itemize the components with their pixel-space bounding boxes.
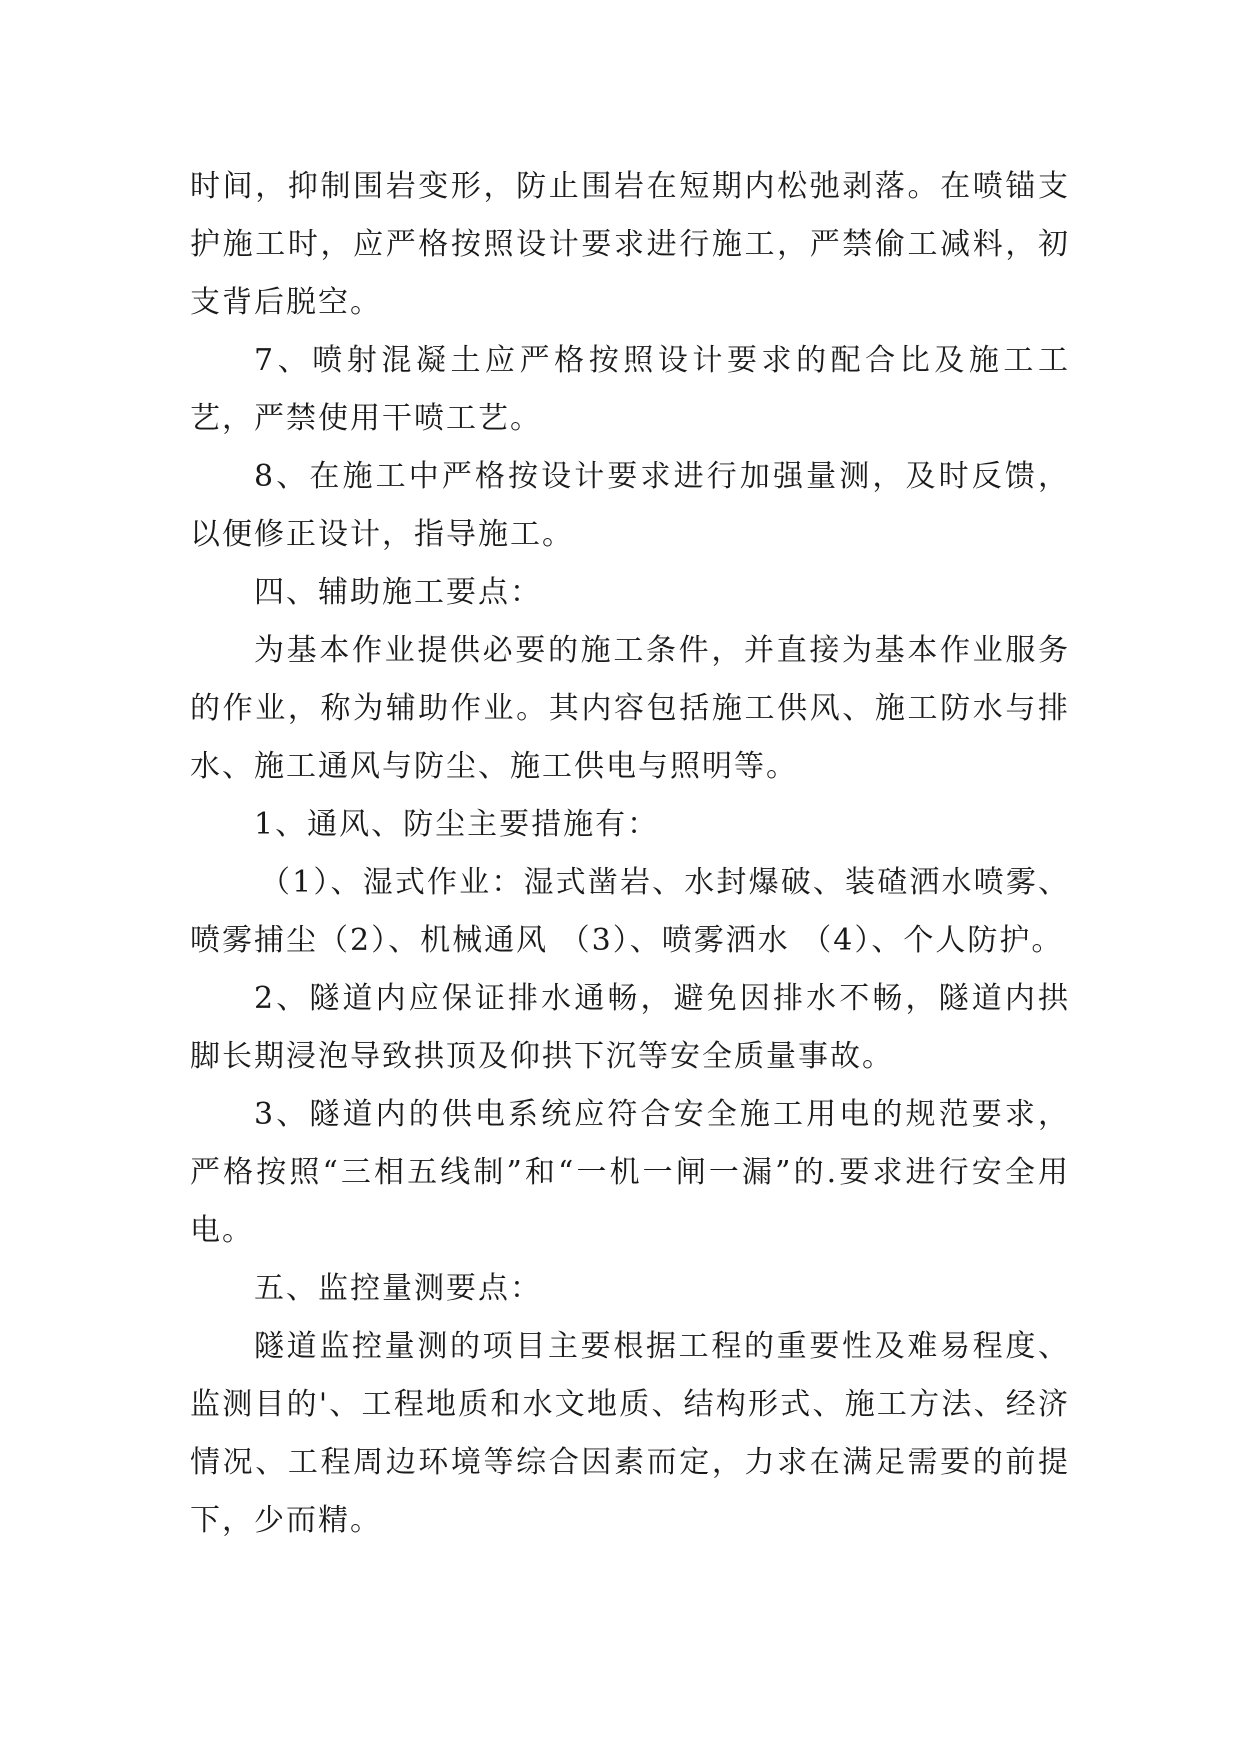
paragraph-ventilation-measures: （1）、湿式作业：湿式凿岩、水封爆破、装碴洒水喷雾、喷雾捕尘（2）、机械通风 （3）、喷雾洒水 （4）、个人防护。: [190, 865, 1070, 958]
paragraph-auxiliary-intro: 为基本作业提供必要的施工条件，并直接为基本作业服务的作业，称为辅助作业。其内容包括施工供风、施工防水与排水、施工通风与防尘、施工供电与照明等。: [190, 633, 1070, 784]
paragraph-power-supply: 3、隧道内的供电系统应符合安全施工用电的规范要求，严格按照“三相五线制”和“一机一闸一漏”的.要求进行安全用电。: [190, 1097, 1070, 1248]
paragraph-monitoring-details: 隧道监控量测的项目主要根据工程的重要性及难易程度、监测目的'、工程地质和水文地质、结构形式、施工方法、经济情况、工程周边环境等综合因素而定，力求在满足需要的前提下，少而精。: [190, 1329, 1070, 1538]
paragraph-ventilation-heading: 1、通风、防尘主要措施有：: [254, 807, 660, 842]
document-body: [190, 158, 1070, 1550]
paragraph-item-8: 8、在施工中严格按设计要求进行加强量测，及时反馈，以便修正设计，指导施工。: [190, 459, 1070, 552]
paragraph-item-7: 7、喷射混凝土应严格按照设计要求的配合比及施工工艺，严禁使用干喷工艺。: [190, 343, 1070, 436]
paragraph-drainage: 2、隧道内应保证排水通畅，避免因排水不畅，隧道内拱脚长期浸泡导致拱顶及仰拱下沉等安全质量事故。: [190, 981, 1070, 1074]
section-heading-auxiliary-construction: 四、辅助施工要点：: [254, 575, 542, 610]
section-heading-monitoring: 五、监控量测要点：: [254, 1271, 542, 1306]
paragraph-continuation: 时间，抑制围岩变形，防止围岩在短期内松弛剥落。在喷锚支护施工时，应严格按照设计要求进行施工，严禁偷工减料，初支背后脱空。: [190, 169, 1070, 320]
